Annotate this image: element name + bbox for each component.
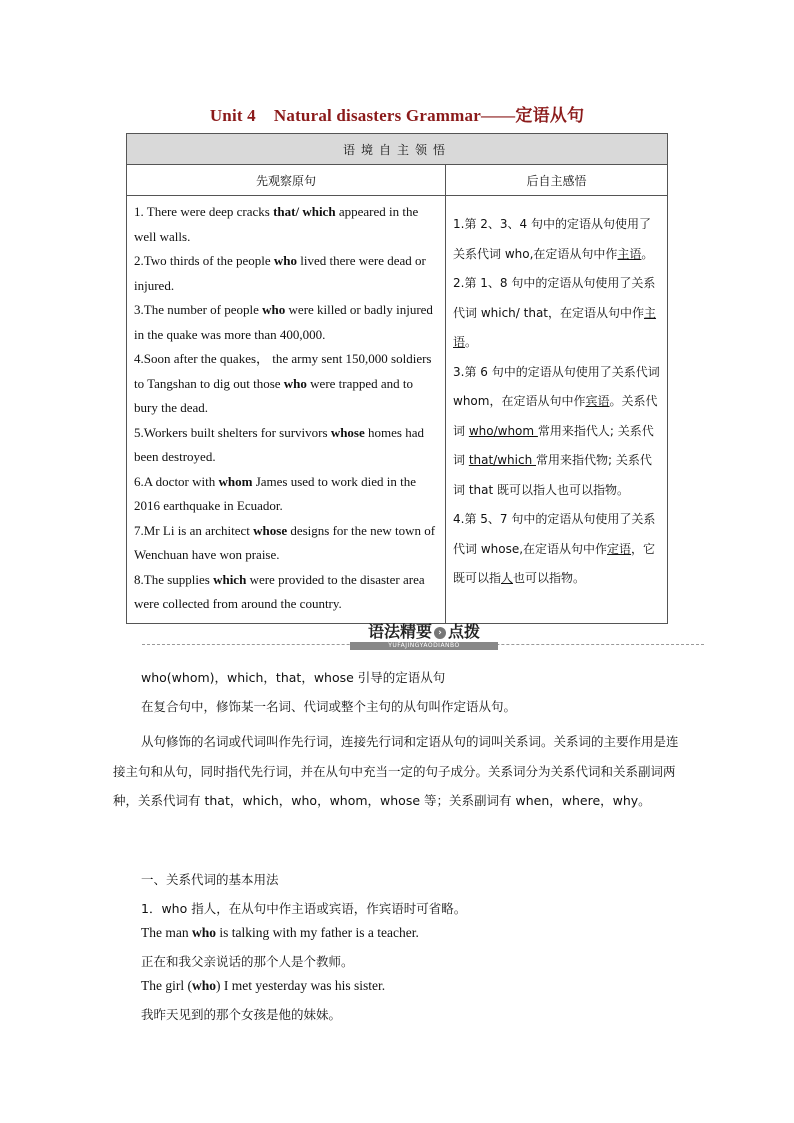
example-english: The girl (who) I met yesterday was his sister. — [141, 978, 386, 993]
insight-1: 1.第 2、3、4 句中的定语从句使用了关系代词 who,在定语从句中作主语。 — [453, 217, 654, 261]
example-sentence: 3.The number of people who were killed or badly injured in the quake was more than 400,000. — [134, 302, 433, 342]
example-sentence: 2.Two thirds of the people who lived there were dead or injured. — [134, 253, 426, 293]
table-header: 语境自主领悟 — [127, 134, 668, 165]
arrow-icon: › — [434, 627, 446, 639]
banner-pinyin: YUFAJINGYAODIANBO — [350, 642, 498, 650]
definition-paragraph: 在复合句中，修饰某一名词、代词或整个主句的从句叫作定语从句。 — [141, 699, 517, 714]
unit-label: Unit 4 — [209, 106, 256, 125]
grammar-table — [126, 133, 668, 624]
banner-title: 语法精要 › 点拨 — [367, 622, 481, 641]
example-sentence: 1. There were deep cracks that/ which appeared in the well walls. — [134, 204, 419, 244]
insight-2: 2.第 1、8 句中的定语从句使用了关系代词 which/ that，在定语从句中作主语。 — [453, 276, 657, 349]
example-sentence: 4.Soon after the quakes， the army sent 150,000 soldiers to Tangshan to dig out those who were trapped and to bury the dead. — [134, 351, 432, 415]
rule-point: 1．who 指人，在从句中作主语或宾语，作宾语时可省略。 — [141, 901, 467, 916]
section-heading: 一、关系代词的基本用法 — [141, 872, 279, 887]
section-topic: who(whom)，which，that，whose 引导的定语从句 — [141, 670, 446, 685]
examples-cell — [127, 196, 446, 624]
example-sentence: 7.Mr Li is an architect whose designs for the new town of Wenchuan have won praise. — [134, 522, 436, 562]
example-chinese: 我昨天见到的那个女孩是他的妹妹。 — [141, 1007, 342, 1022]
example-sentence: 5.Workers built shelters for survivors whose homes had been destroyed. — [134, 424, 424, 464]
insights-cell — [446, 196, 668, 624]
example-sentence: 8.The supplies which were provided to the disaster area were collected from around the country. — [134, 571, 425, 611]
example-sentence: 6.A doctor with whom James used to work died in the 2016 earthquake in Ecuador. — [134, 473, 417, 513]
insight-3: 3.第 6 句中的定语从句使用了关系代词 whom，在定语从句中作宾语。关系代词 who/whom 常用来指代人; 关系代词 that/which 常用来指代物; 关系代词 that 既可以指人也可以指物。 — [453, 364, 660, 497]
example-chinese: 正在和我父亲说话的那个人是个教师。 — [141, 954, 354, 969]
explanation-paragraph: 从句修饰的名词或代词叫作先行词，连接先行词和定语从句的词叫关系词。关系词的主要作用是连接主句和从句，同时指代先行词，并在从句中充当一定的句子成分。关系词分为关系代词和关系副词两种，关系代词有 that，which，who，whom，whose 等；关系副词有 when，where，why。 — [113, 734, 679, 808]
column-header-observe: 先观察原句 — [127, 165, 446, 196]
title-text: Natural disasters Grammar——定语从句 — [273, 106, 585, 125]
column-header-insight: 后自主感悟 — [446, 165, 668, 196]
insight-4: 4.第 5、7 句中的定语从句使用了关系代词 whose,在定语从句中作定语，它既可以指人也可以指物。 — [453, 512, 656, 585]
example-english: The man who is talking with my father is a teacher. — [141, 925, 419, 940]
section-banner — [142, 621, 704, 649]
page-title — [0, 101, 794, 126]
